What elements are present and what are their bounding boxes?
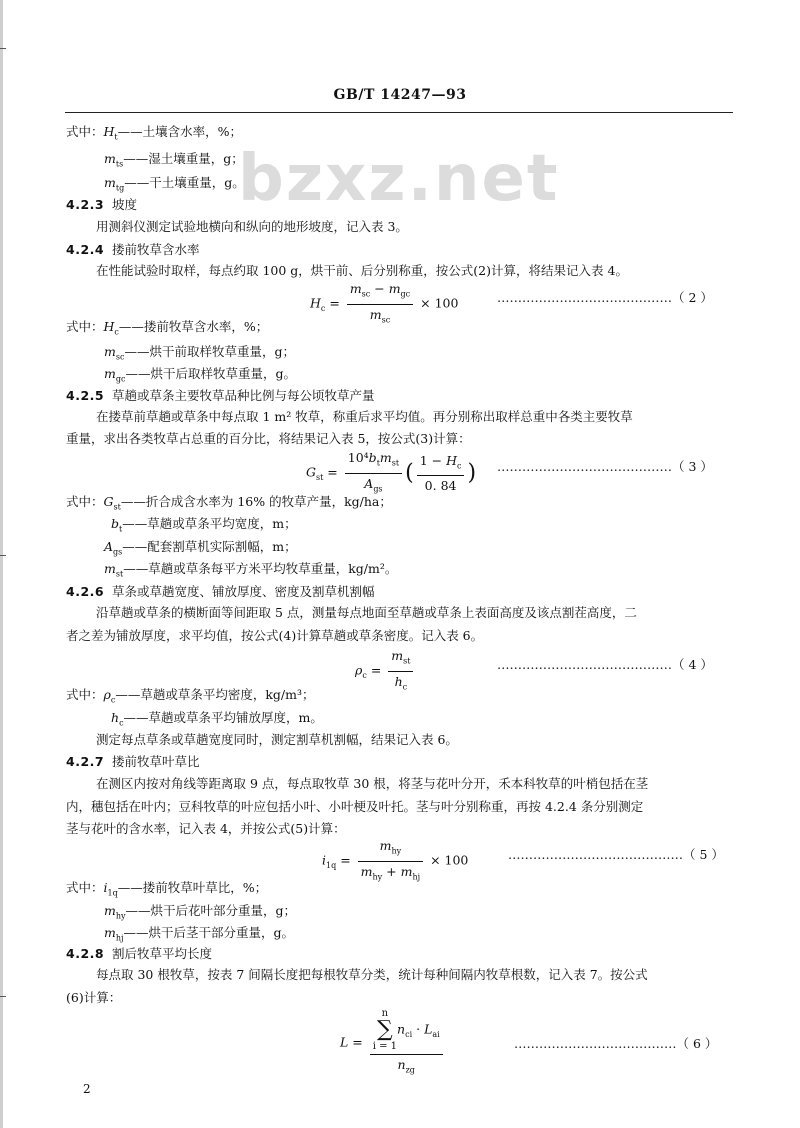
variable-line: 式中：$G_{st}——$折合成含水率为 16% 的牧草产量，kg/ha； [66, 494, 392, 512]
paragraph: (6)计算： [66, 990, 122, 1005]
equation-number: ……………………………………（ 3 ） [497, 459, 713, 474]
variable-line: $m_{ts}——$湿土壤重量，g； [104, 151, 244, 169]
watermark: bzxz.net [238, 142, 560, 216]
standard-code-header: GB/T 14247—93 [333, 87, 467, 103]
formula-5: $i_{1q}$ = $\frac{m_{hy}}{m_{hy} + m_{hj}}$ × 100 [322, 838, 469, 881]
variable-line: $m_{hy}——$烘干后花叶部分重量，g； [104, 903, 297, 921]
variable-line: $m_{gc}——$烘干后取样牧草重量，g。 [104, 366, 296, 384]
variable-line: $h_c——$草趟或草条平均铺放厚度，m。 [111, 710, 323, 728]
formula-4: $\rho_c$ = $\frac{m_{st}}{h_c}$ [355, 648, 416, 694]
paragraph: 用测斜仪测定试验地横向和纵向的地形坡度，记入表 3。 [96, 219, 408, 234]
paragraph: 内，穗包括在叶内；豆科牧草的叶应包括小叶、小叶梗及叶托。茎与叶分别称重，再按 4.2.4 条分别测定 [66, 799, 644, 814]
paragraph: 在搂草前草趟或草条中每点取 1 m² 牧草，称重后求平均值。再分别称出取样总重中各类主要牧草 [96, 409, 633, 424]
scan-edge-mark [0, 48, 6, 49]
variable-line: 式中：$i_{1q}——$搂前牧草叶草比，%； [66, 880, 268, 898]
paragraph: 茎与花叶的含水率，记入表 4，并按公式(5)计算： [66, 821, 346, 836]
paragraph: 在性能试验时取样，每点约取 100 g，烘干前、后分别称重，按公式(2)计算，将结果记入表 4。 [96, 263, 628, 278]
paragraph: 测定每点草条或草趟宽度同时，测定割草机割幅，结果记入表 6。 [96, 732, 458, 747]
paragraph: 在测区内按对角线等距离取 9 点，每点取牧草 30 根，将茎与花叶分开，禾本科牧草的叶梢包括在茎 [96, 776, 649, 791]
paragraph: 者之差为铺放厚度，求平均值，按公式(4)计算草趟或草条密度。记入表 6。 [66, 628, 484, 643]
formula-2: $H_c$ = $\frac{m_{sc} - m_{gc}}{m_{sc}}$ × 100 [310, 281, 459, 324]
variable-line: 式中：$H_c——$搂前牧草含水率，%； [66, 319, 269, 337]
section-heading: 4.2.4 搂前牧草含水率 [66, 242, 200, 257]
formula-3: $G_{st}$ = $\frac{10^4b_tm_{st}}{A_{gs}}$ ( $\frac{1 - H_c}{0. 84}$ ) [306, 450, 477, 494]
paragraph: 重量，求出各类牧草占总重的百分比，将结果记入表 5，按公式(3)计算： [66, 431, 471, 446]
scan-edge-mark [0, 996, 6, 997]
variable-line: $m_{tg}——$干土壤重量，g。 [104, 175, 245, 193]
scan-edge [0, 0, 3, 1128]
section-heading: 4.2.8 割后牧草平均长度 [66, 946, 213, 961]
section-heading: 4.2.5 草趟或草条主要牧草品种比例与每公顷牧草产量 [66, 388, 375, 403]
formula-6: L = n ∑ $i = 1n_{ci} \cdot L_{ai}$ $n_{zg}$ [340, 1008, 446, 1078]
variable-line: $b_t——$草趟或草条平均宽度，m； [111, 516, 297, 534]
scan-edge-mark [0, 555, 6, 556]
variable-line: $m_{hj}——$烘干后茎干部分重量，g。 [104, 925, 295, 943]
variable-line: $A_{gs}——$配套割草机实际割幅，m； [104, 539, 297, 557]
variable-line: $m_{st}——$草趟或草条每平方米平均牧草重量，kg/m²。 [104, 561, 398, 579]
equation-number: ……………………………………（ 2 ） [497, 290, 713, 305]
page-number: 2 [83, 1082, 91, 1096]
equation-number: ……………………………………（ 4 ） [497, 657, 713, 672]
section-heading: 4.2.3 坡度 [66, 197, 138, 212]
variable-line: 式中：$\rho_c——$草趟或草条平均密度，kg/m³； [66, 687, 315, 705]
section-heading: 4.2.6 草条或草趟宽度、铺放厚度、密度及割草机割幅 [66, 584, 375, 599]
section-heading: 4.2.7 搂前牧草叶草比 [66, 754, 200, 769]
paragraph: 沿草趟或草条的横断面等间距取 5 点，测量每点地面至草趟或草条上表面高度及该点割茬高度，二 [96, 605, 637, 620]
paragraph: 每点取 30 根牧草，按表 7 间隔长度把每根牧草分类，统计每种间隔内牧草根数，记入表 7。按公式 [96, 967, 648, 982]
variable-line: $m_{sc}——$烘干前取样牧草重量，g； [104, 344, 295, 362]
equation-number: …………………………………（ 6 ） [514, 1036, 718, 1051]
header-rule [65, 112, 733, 113]
equation-number: ……………………………………（ 5 ） [508, 847, 724, 862]
variable-line: 式中：$H_t——$土壤含水率，%； [66, 124, 243, 142]
